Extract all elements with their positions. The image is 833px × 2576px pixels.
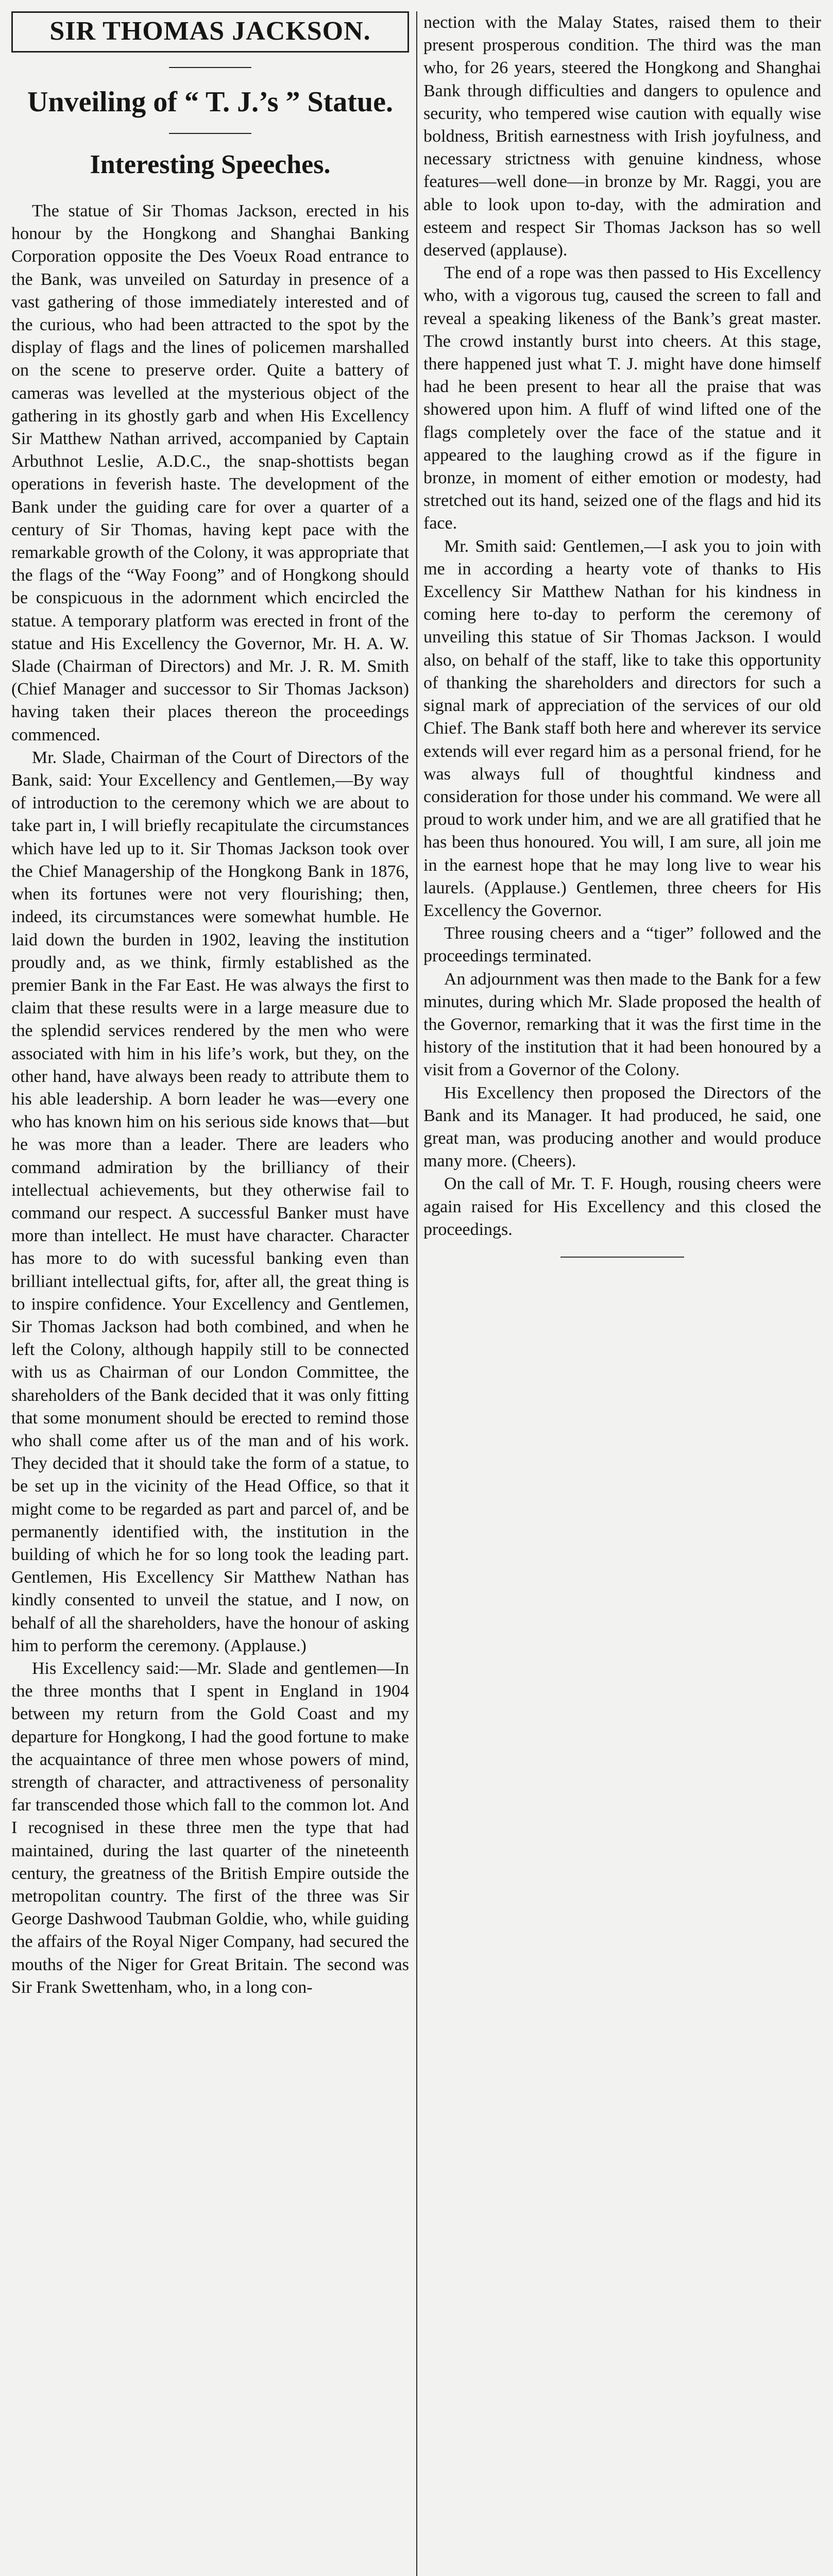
- headline: SIR THOMAS JACKSON.: [49, 16, 371, 46]
- end-rule: [560, 1257, 684, 1258]
- headline-box: [11, 11, 409, 53]
- paragraph: Mr. Slade, Chairman of the Court of Directors of the Bank, said: Your Excellency and Gentlemen,—By way of introduction to the ceremony which we are about to take part in, I will briefly recapitulate the circumstances which have led up to it. Sir Thomas Jackson took over the Chief Managership of the Hongkong Bank in 1876, when its fortunes were not very flourishing; then, indeed, its circumstances were somewhat humble. He laid down the burden in 1902, leaving the institution proudly and, as we think, firmly established as the premier Bank in the Far East. He was always the first to claim that these results were in a large measure due to the splendid services rendered by the men who were associated with him in his life’s work, but they, on the other hand, have always been ready to attribute them to his able leadership. A born leader he was—every one who has known him on his serious side knows that—but he was more than a leader. There are leaders who command admiration by the brilliancy of their intellectual achievements, but they otherwise fail to command our respect. A successful Banker must have more than intellect. He must have character. Character has more to do with sucessful banking even than brilliant intellectual gifts, for, after all, the great thing is to inspire confidence. Your Excellency and Gentlemen, Sir Thomas Jackson had both combined, and when he left the Colony, although happily still to be connected with us as Chairman of our London Committee, the shareholders of the Bank decided that it was only fitting that some monument should be erected to remind those who shall come after us of the man and of his work. They decided that it should take the form of a statue, to be set up in the vicinity of the Head Office, so that it might come to be regarded as part and parcel of, and be permanently identified with, the institution in the building of which he for so long took the leading part. Gentlemen, His Excellency Sir Matthew Nathan has kindly consented to unveil the statue, and I now, on behalf of all the shareholders, have the honour of asking him to perform the ceremony. (Applause.): [11, 748, 409, 1655]
- right-column: [423, 11, 821, 2576]
- paragraph: His Excellency then proposed the Directors of the Bank and its Manager. It had produced, he said, one great man, was producing another and would produce many more. (Cheers).: [423, 1083, 821, 1171]
- divider: [169, 133, 251, 134]
- left-column: [11, 11, 409, 2576]
- subheading: Unveiling of “ T. J.’s ” Statue.: [27, 86, 393, 118]
- paragraph: Three rousing cheers and a “tiger” followed and the proceedings terminated.: [423, 924, 821, 966]
- paragraph: His Excellency said:—Mr. Slade and gentlemen—In the three months that I spent in England in 1904 between my return from the Gold Coast and my departure for Hongkong, I had the good fortune to make the acquaintance of three men whose powers of mind, strength of character, and attractiveness of personality far transcended those which fall to the common lot. And I recognised in these three men the type that had maintained, during the last quarter of the nineteenth century, the greatness of the British Empire outside the metropolitan country. The first of the three was Sir George Dashwood Taubman Goldie, who, while guiding the affairs of the Royal Niger Company, had secured the mouths of the Niger for Great Britain. The second was Sir Frank Swettenham, who, in a long con-: [11, 1659, 409, 1997]
- paragraph: Mr. Smith said: Gentlemen,—I ask you to join with me in according a hearty vote of thanks to His Excellency Sir Matthew Nathan for his kindness in coming here to-day to perform the ceremony of unveiling this statue of Sir Thomas Jackson. I would also, on behalf of the staff, like to take this opportunity of thanking the shareholders and directors for such a signal mark of appreciation of the services of our old Chief. The Bank staff both here and wherever its service extends will ever regard him as a personal friend, for he was always full of thoughtful kindness and consideration for those under his command. We were all proud to work under him, and we are all gratified that he has been thus honoured. You will, I am sure, all join me in the earnest hope that he may long live to wear his laurels. (Applause.) Gentlemen, three cheers for His Excellency the Governor.: [423, 536, 821, 920]
- divider: [169, 67, 251, 68]
- section-heading: Interesting Speeches.: [90, 150, 331, 179]
- paragraph: The statue of Sir Thomas Jackson, erected in his honour by the Hongkong and Shanghai Banking Corporation opposite the Des Voeux Road entrance to the Bank, was unveiled on Saturday in presence of a vast gathering of those immediately interested and of the curious, who had been attracted to the spot by the display of flags and the lines of policemen marshalled on the scene to preserve order. Quite a battery of cameras was levelled at the mysterious object of the gathering in its ghostly garb and when His Excellency Sir Matthew Nathan arrived, accompanied by Captain Arbuthnot Leslie, A.D.C., the snap-shottists began operations in feverish haste. The development of the Bank under the guiding care for over a quarter of a century of Sir Thomas, having kept pace with the remarkable growth of the Colony, it was appropriate that the flags of the “Way Foong” and of Hongkong should be conspicuous in the adornment which encircled the statue. A temporary platform was erected in front of the statue and His Excellency the Governor, Mr. H. A. W. Slade (Chairman of Directors) and Mr. J. R. M. Smith (Chief Manager and successor to Sir Thomas Jackson) having taken their places thereon the proceedings commenced.: [11, 201, 409, 744]
- paragraph: The end of a rope was then passed to His Excellency who, with a vigorous tug, caused the screen to fall and reveal a speaking likeness of the Bank’s great master. The crowd instantly burst into cheers. At this stage, there happened just what T. J. might have done himself had he been present to hear all the praise that was showered upon him. A fluff of wind lifted one of the flags completely over the face of the statue and it appeared to the laughing crowd as if the figure in bronze, in moment of either emotion or modesty, had stretched out its hand, seized one of the flags and hid its face.: [423, 263, 821, 533]
- newspaper-page: [11, 11, 821, 2576]
- paragraph: On the call of Mr. T. F. Hough, rousing cheers were again raised for His Excellency and this closed the proceedings.: [423, 1174, 821, 1239]
- paragraph: nection with the Malay States, raised them to their present prosperous condition. The third was the man who, for 26 years, steered the Hongkong and Shanghai Bank through difficulties and dangers to opulence and security, who tempered wise caution with equally wise boldness, British earnestness with Irish joyfulness, and necessary strictness with genuine kindness, whose features—well done—in bronze by Mr. Raggi, you are able to look upon to-day, with the admiration and esteem and respect Sir Thomas Jackson has so well deserved (applause).: [423, 13, 821, 260]
- column-rule: [416, 11, 417, 2576]
- paragraph: An adjournment was then made to the Bank for a few minutes, during which Mr. Slade proposed the health of the Governor, remarking that it was the first time in the history of the institution that it had been honoured by a visit from a Governor of the Colony.: [423, 969, 821, 1080]
